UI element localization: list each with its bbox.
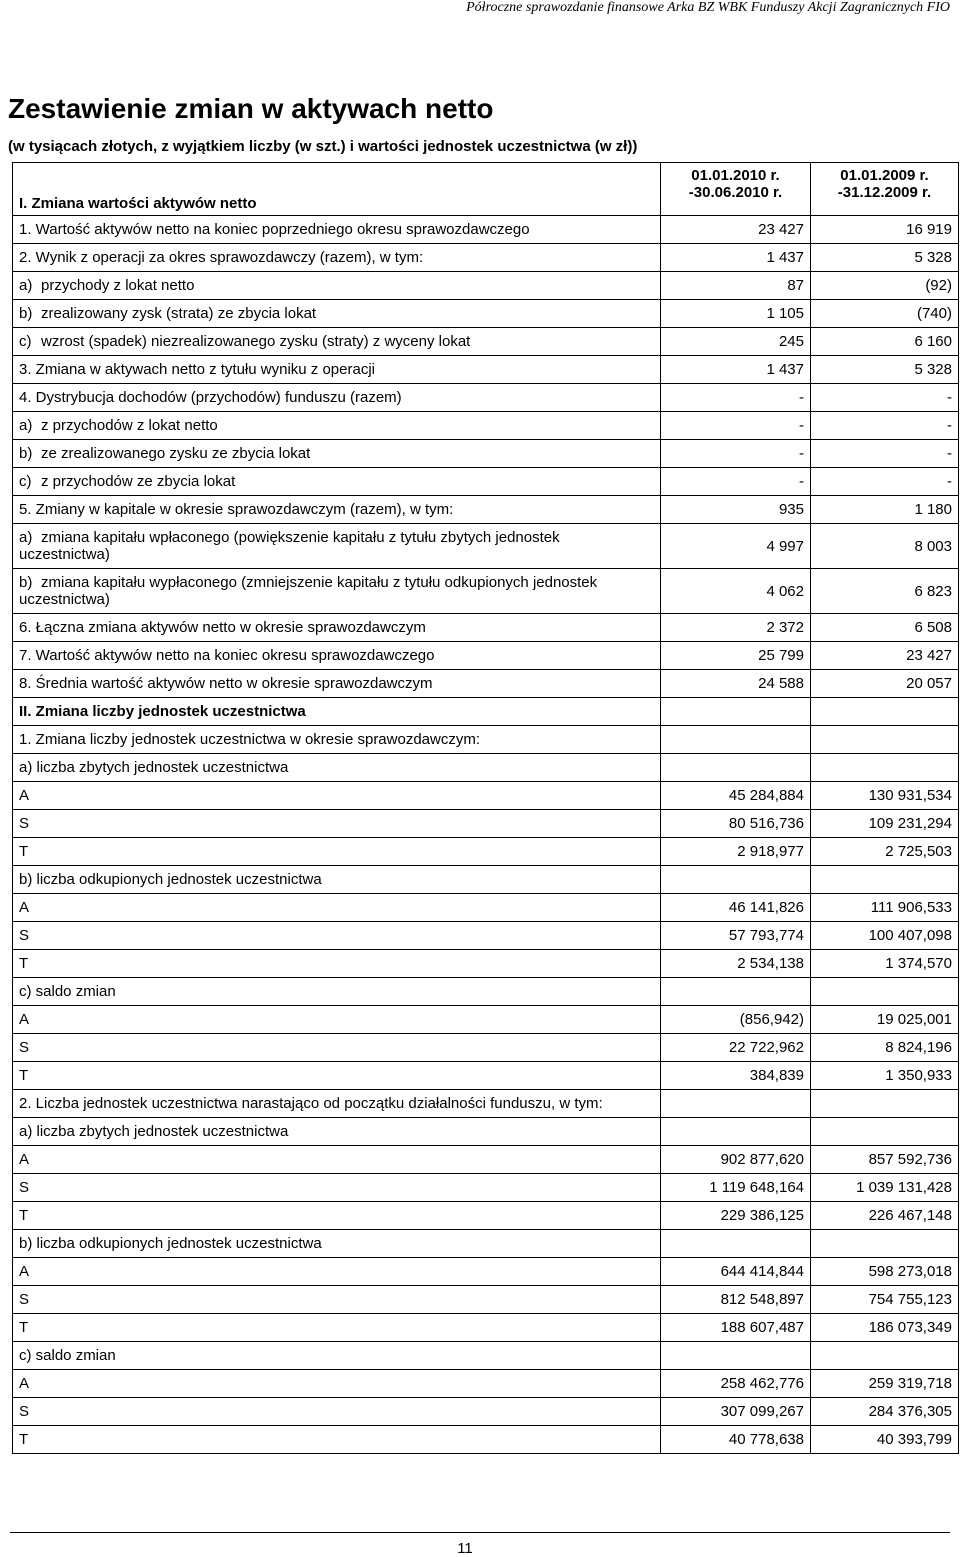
table-row: [13, 1370, 959, 1398]
row-label-text: zrealizowany zysk (strata) ze zbycia lokat: [41, 305, 317, 322]
value-2009: [811, 1342, 959, 1370]
page-number: 11: [457, 1540, 473, 1557]
value-2010: 46 141,826: [661, 894, 811, 922]
value-2010: [661, 866, 811, 894]
row-label: 2. Liczba jednostek uczestnictwa narastająco od początku działalności funduszu, w tym:: [13, 1090, 661, 1118]
table-row: [13, 569, 959, 614]
value-2009: 1 180: [811, 496, 959, 524]
row-label: c) saldo zmian: [13, 978, 661, 1006]
row-label: 8. Średnia wartość aktywów netto w okresie sprawozdawczym: [13, 670, 661, 698]
value-2010: 22 722,962: [661, 1034, 811, 1062]
table-row: [13, 244, 959, 272]
footer-divider: [10, 1532, 950, 1533]
table-row: [13, 754, 959, 782]
row-label: A: [13, 1258, 661, 1286]
row-label: b) liczba odkupionych jednostek uczestnictwa: [13, 866, 661, 894]
running-header: Półroczne sprawozdanie finansowe Arka BZ WBK Funduszy Akcji Zagranicznych FIO: [466, 0, 950, 15]
value-2010: 1 437: [661, 244, 811, 272]
value-2010: 2 534,138: [661, 950, 811, 978]
section-heading: II. Zmiana liczby jednostek uczestnictwa: [13, 698, 661, 726]
row-label: S: [13, 922, 661, 950]
table-row: [13, 1314, 959, 1342]
row-label: T: [13, 838, 661, 866]
value-2009: 5 328: [811, 356, 959, 384]
table-row: [13, 1286, 959, 1314]
table-row: [13, 216, 959, 244]
value-2009: [811, 1230, 959, 1258]
value-2009: [811, 698, 959, 726]
section-row: [13, 698, 959, 726]
row-label-text: przychody z lokat netto: [41, 277, 195, 294]
value-2010: [661, 978, 811, 1006]
row-label-text: zmiana kapitału wpłaconego (powiększenie kapitału z tytułu zbytych jednostek uczestnictwa): [19, 529, 560, 563]
value-2010: 2 918,977: [661, 838, 811, 866]
value-2009: 130 931,534: [811, 782, 959, 810]
value-2009: 5 328: [811, 244, 959, 272]
row-label: [13, 300, 661, 328]
value-2010: 24 588: [661, 670, 811, 698]
value-2009: 857 592,736: [811, 1146, 959, 1174]
row-label: [13, 468, 661, 496]
value-2010: [661, 1118, 811, 1146]
table-row: [13, 1202, 959, 1230]
table-row: [13, 496, 959, 524]
row-label: 4. Dystrybucja dochodów (przychodów) funduszu (razem): [13, 384, 661, 412]
value-2010: [661, 698, 811, 726]
value-2009: [811, 978, 959, 1006]
value-2009: 109 231,294: [811, 810, 959, 838]
value-2009: [811, 1118, 959, 1146]
table-row: [13, 1146, 959, 1174]
row-label: [13, 569, 661, 614]
table-row: [13, 726, 959, 754]
value-2010: 1 437: [661, 356, 811, 384]
value-2010: 229 386,125: [661, 1202, 811, 1230]
value-2010: 87: [661, 272, 811, 300]
value-2010: 80 516,736: [661, 810, 811, 838]
row-label: 1. Zmiana liczby jednostek uczestnictwa w okresie sprawozdawczym:: [13, 726, 661, 754]
table-row: [13, 1426, 959, 1454]
value-2010: 1 105: [661, 300, 811, 328]
row-label: 5. Zmiany w kapitale w okresie sprawozdawczym (razem), w tym:: [13, 496, 661, 524]
row-label: 6. Łączna zmiana aktywów netto w okresie sprawozdawczym: [13, 614, 661, 642]
value-2009: 6 508: [811, 614, 959, 642]
value-2010: 258 462,776: [661, 1370, 811, 1398]
row-label: A: [13, 1146, 661, 1174]
row-label: b) liczba odkupionych jednostek uczestnictwa: [13, 1230, 661, 1258]
column-header-line: 01.01.2009 r.: [840, 167, 929, 184]
value-2010: 644 414,844: [661, 1258, 811, 1286]
row-label: T: [13, 1062, 661, 1090]
value-2009: 100 407,098: [811, 922, 959, 950]
row-prefix: c): [19, 473, 32, 490]
table-row: [13, 1118, 959, 1146]
row-label: 7. Wartość aktywów netto na koniec okresu sprawozdawczego: [13, 642, 661, 670]
column-header-line: -31.12.2009 r.: [837, 184, 932, 201]
row-label: [13, 272, 661, 300]
row-label: S: [13, 1174, 661, 1202]
table-row: [13, 950, 959, 978]
value-2009: [811, 726, 959, 754]
value-2009: 8 003: [811, 524, 959, 569]
table-row: [13, 1090, 959, 1118]
row-label: 3. Zmiana w aktywach netto z tytułu wyniku z operacji: [13, 356, 661, 384]
table-row: [13, 1342, 959, 1370]
row-label: T: [13, 1314, 661, 1342]
table-row: [13, 894, 959, 922]
value-2010: 188 607,487: [661, 1314, 811, 1342]
row-label: a) liczba zbytych jednostek uczestnictwa: [13, 754, 661, 782]
table-row: [13, 1398, 959, 1426]
value-2009: [811, 1090, 959, 1118]
row-label: A: [13, 782, 661, 810]
value-2009: 754 755,123: [811, 1286, 959, 1314]
table-row: [13, 412, 959, 440]
table-row: [13, 866, 959, 894]
table-row: [13, 300, 959, 328]
value-2010: 384,839: [661, 1062, 811, 1090]
row-label: S: [13, 810, 661, 838]
value-2009: 598 273,018: [811, 1258, 959, 1286]
row-prefix: b): [19, 305, 33, 322]
table-row: [13, 838, 959, 866]
row-label: T: [13, 1202, 661, 1230]
table-row: [13, 440, 959, 468]
row-prefix: b): [19, 574, 33, 591]
column-header-line: -30.06.2010 r.: [688, 184, 783, 201]
table-row: [13, 1034, 959, 1062]
value-2010: -: [661, 412, 811, 440]
value-2009: 23 427: [811, 642, 959, 670]
value-2009: 19 025,001: [811, 1006, 959, 1034]
table-row: [13, 614, 959, 642]
row-label: A: [13, 894, 661, 922]
value-2009: 8 824,196: [811, 1034, 959, 1062]
value-2010: [661, 1230, 811, 1258]
value-2009: [811, 754, 959, 782]
table-row: [13, 272, 959, 300]
value-2009: (740): [811, 300, 959, 328]
row-label: 2. Wynik z operacji za okres sprawozdawczy (razem), w tym:: [13, 244, 661, 272]
value-2009: 20 057: [811, 670, 959, 698]
table-row: [13, 1230, 959, 1258]
value-2010: [661, 1090, 811, 1118]
value-2010: 4 997: [661, 524, 811, 569]
table-row: [13, 1258, 959, 1286]
table-row: [13, 1062, 959, 1090]
value-2010: 935: [661, 496, 811, 524]
row-label: S: [13, 1286, 661, 1314]
value-2010: 2 372: [661, 614, 811, 642]
page-title: Zestawienie zmian w aktywach netto: [8, 93, 494, 124]
row-label: T: [13, 950, 661, 978]
value-2009: (92): [811, 272, 959, 300]
row-label: [13, 524, 661, 569]
table-row: [13, 328, 959, 356]
value-2009: 6 823: [811, 569, 959, 614]
value-2009: 1 350,933: [811, 1062, 959, 1090]
value-2010: -: [661, 384, 811, 412]
row-label: A: [13, 1006, 661, 1034]
value-2009: 111 906,533: [811, 894, 959, 922]
row-prefix: a): [19, 529, 33, 546]
table-row: [13, 922, 959, 950]
table-row: [13, 978, 959, 1006]
row-prefix: b): [19, 445, 33, 462]
value-2009: -: [811, 468, 959, 496]
row-prefix: a): [19, 277, 33, 294]
row-label: [13, 412, 661, 440]
row-prefix: a): [19, 417, 33, 434]
value-2010: 45 284,884: [661, 782, 811, 810]
row-label-text: z przychodów ze zbycia lokat: [41, 473, 236, 490]
row-label: T: [13, 1426, 661, 1454]
section-heading: I. Zmiana wartości aktywów netto: [13, 163, 661, 216]
value-2010: 812 548,897: [661, 1286, 811, 1314]
table-row: [13, 810, 959, 838]
table-row: [13, 642, 959, 670]
row-prefix: c): [19, 333, 32, 350]
row-label: c) saldo zmian: [13, 1342, 661, 1370]
row-label-text: ze zrealizowanego zysku ze zbycia lokat: [41, 445, 311, 462]
table-row: [13, 524, 959, 569]
value-2010: 4 062: [661, 569, 811, 614]
value-2009: -: [811, 412, 959, 440]
column-header-2010: [661, 163, 811, 216]
row-label: S: [13, 1034, 661, 1062]
row-label-text: z przychodów z lokat netto: [41, 417, 218, 434]
value-2010: 25 799: [661, 642, 811, 670]
row-label: 1. Wartość aktywów netto na koniec poprzedniego okresu sprawozdawczego: [13, 216, 661, 244]
value-2010: (856,942): [661, 1006, 811, 1034]
value-2009: 16 919: [811, 216, 959, 244]
table-row: [13, 1174, 959, 1202]
value-2010: [661, 726, 811, 754]
table-header-row: [13, 163, 959, 216]
row-label: A: [13, 1370, 661, 1398]
net-assets-table: [12, 162, 959, 1454]
table-row: [13, 384, 959, 412]
value-2010: 307 099,267: [661, 1398, 811, 1426]
value-2009: -: [811, 384, 959, 412]
row-label: [13, 328, 661, 356]
value-2009: 40 393,799: [811, 1426, 959, 1454]
value-2010: 902 877,620: [661, 1146, 811, 1174]
table-row: [13, 356, 959, 384]
value-2010: 23 427: [661, 216, 811, 244]
value-2010: [661, 1342, 811, 1370]
page-subtitle: (w tysiącach złotych, z wyjątkiem liczby (w szt.) i wartości jednostek uczestnictwa (w zł)): [8, 138, 638, 155]
value-2010: [661, 754, 811, 782]
value-2009: 1 374,570: [811, 950, 959, 978]
row-label: a) liczba zbytych jednostek uczestnictwa: [13, 1118, 661, 1146]
value-2010: 245: [661, 328, 811, 356]
table-row: [13, 468, 959, 496]
value-2009: 6 160: [811, 328, 959, 356]
value-2009: 226 467,148: [811, 1202, 959, 1230]
row-label-text: zmiana kapitału wypłaconego (zmniejszenie kapitału z tytułu odkupionych jednostek uczestnictwa): [19, 574, 598, 608]
value-2010: -: [661, 468, 811, 496]
value-2010: -: [661, 440, 811, 468]
value-2009: [811, 866, 959, 894]
value-2009: 2 725,503: [811, 838, 959, 866]
value-2009: 186 073,349: [811, 1314, 959, 1342]
value-2009: 284 376,305: [811, 1398, 959, 1426]
row-label: S: [13, 1398, 661, 1426]
value-2010: 1 119 648,164: [661, 1174, 811, 1202]
column-header-2009: [811, 163, 959, 216]
value-2009: 1 039 131,428: [811, 1174, 959, 1202]
column-header-line: 01.01.2010 r.: [691, 167, 780, 184]
table-row: [13, 670, 959, 698]
row-label: [13, 440, 661, 468]
table-row: [13, 782, 959, 810]
row-label-text: wzrost (spadek) niezrealizowanego zysku (straty) z wyceny lokat: [41, 333, 471, 350]
value-2009: 259 319,718: [811, 1370, 959, 1398]
value-2009: -: [811, 440, 959, 468]
value-2010: 40 778,638: [661, 1426, 811, 1454]
value-2010: 57 793,774: [661, 922, 811, 950]
table-row: [13, 1006, 959, 1034]
